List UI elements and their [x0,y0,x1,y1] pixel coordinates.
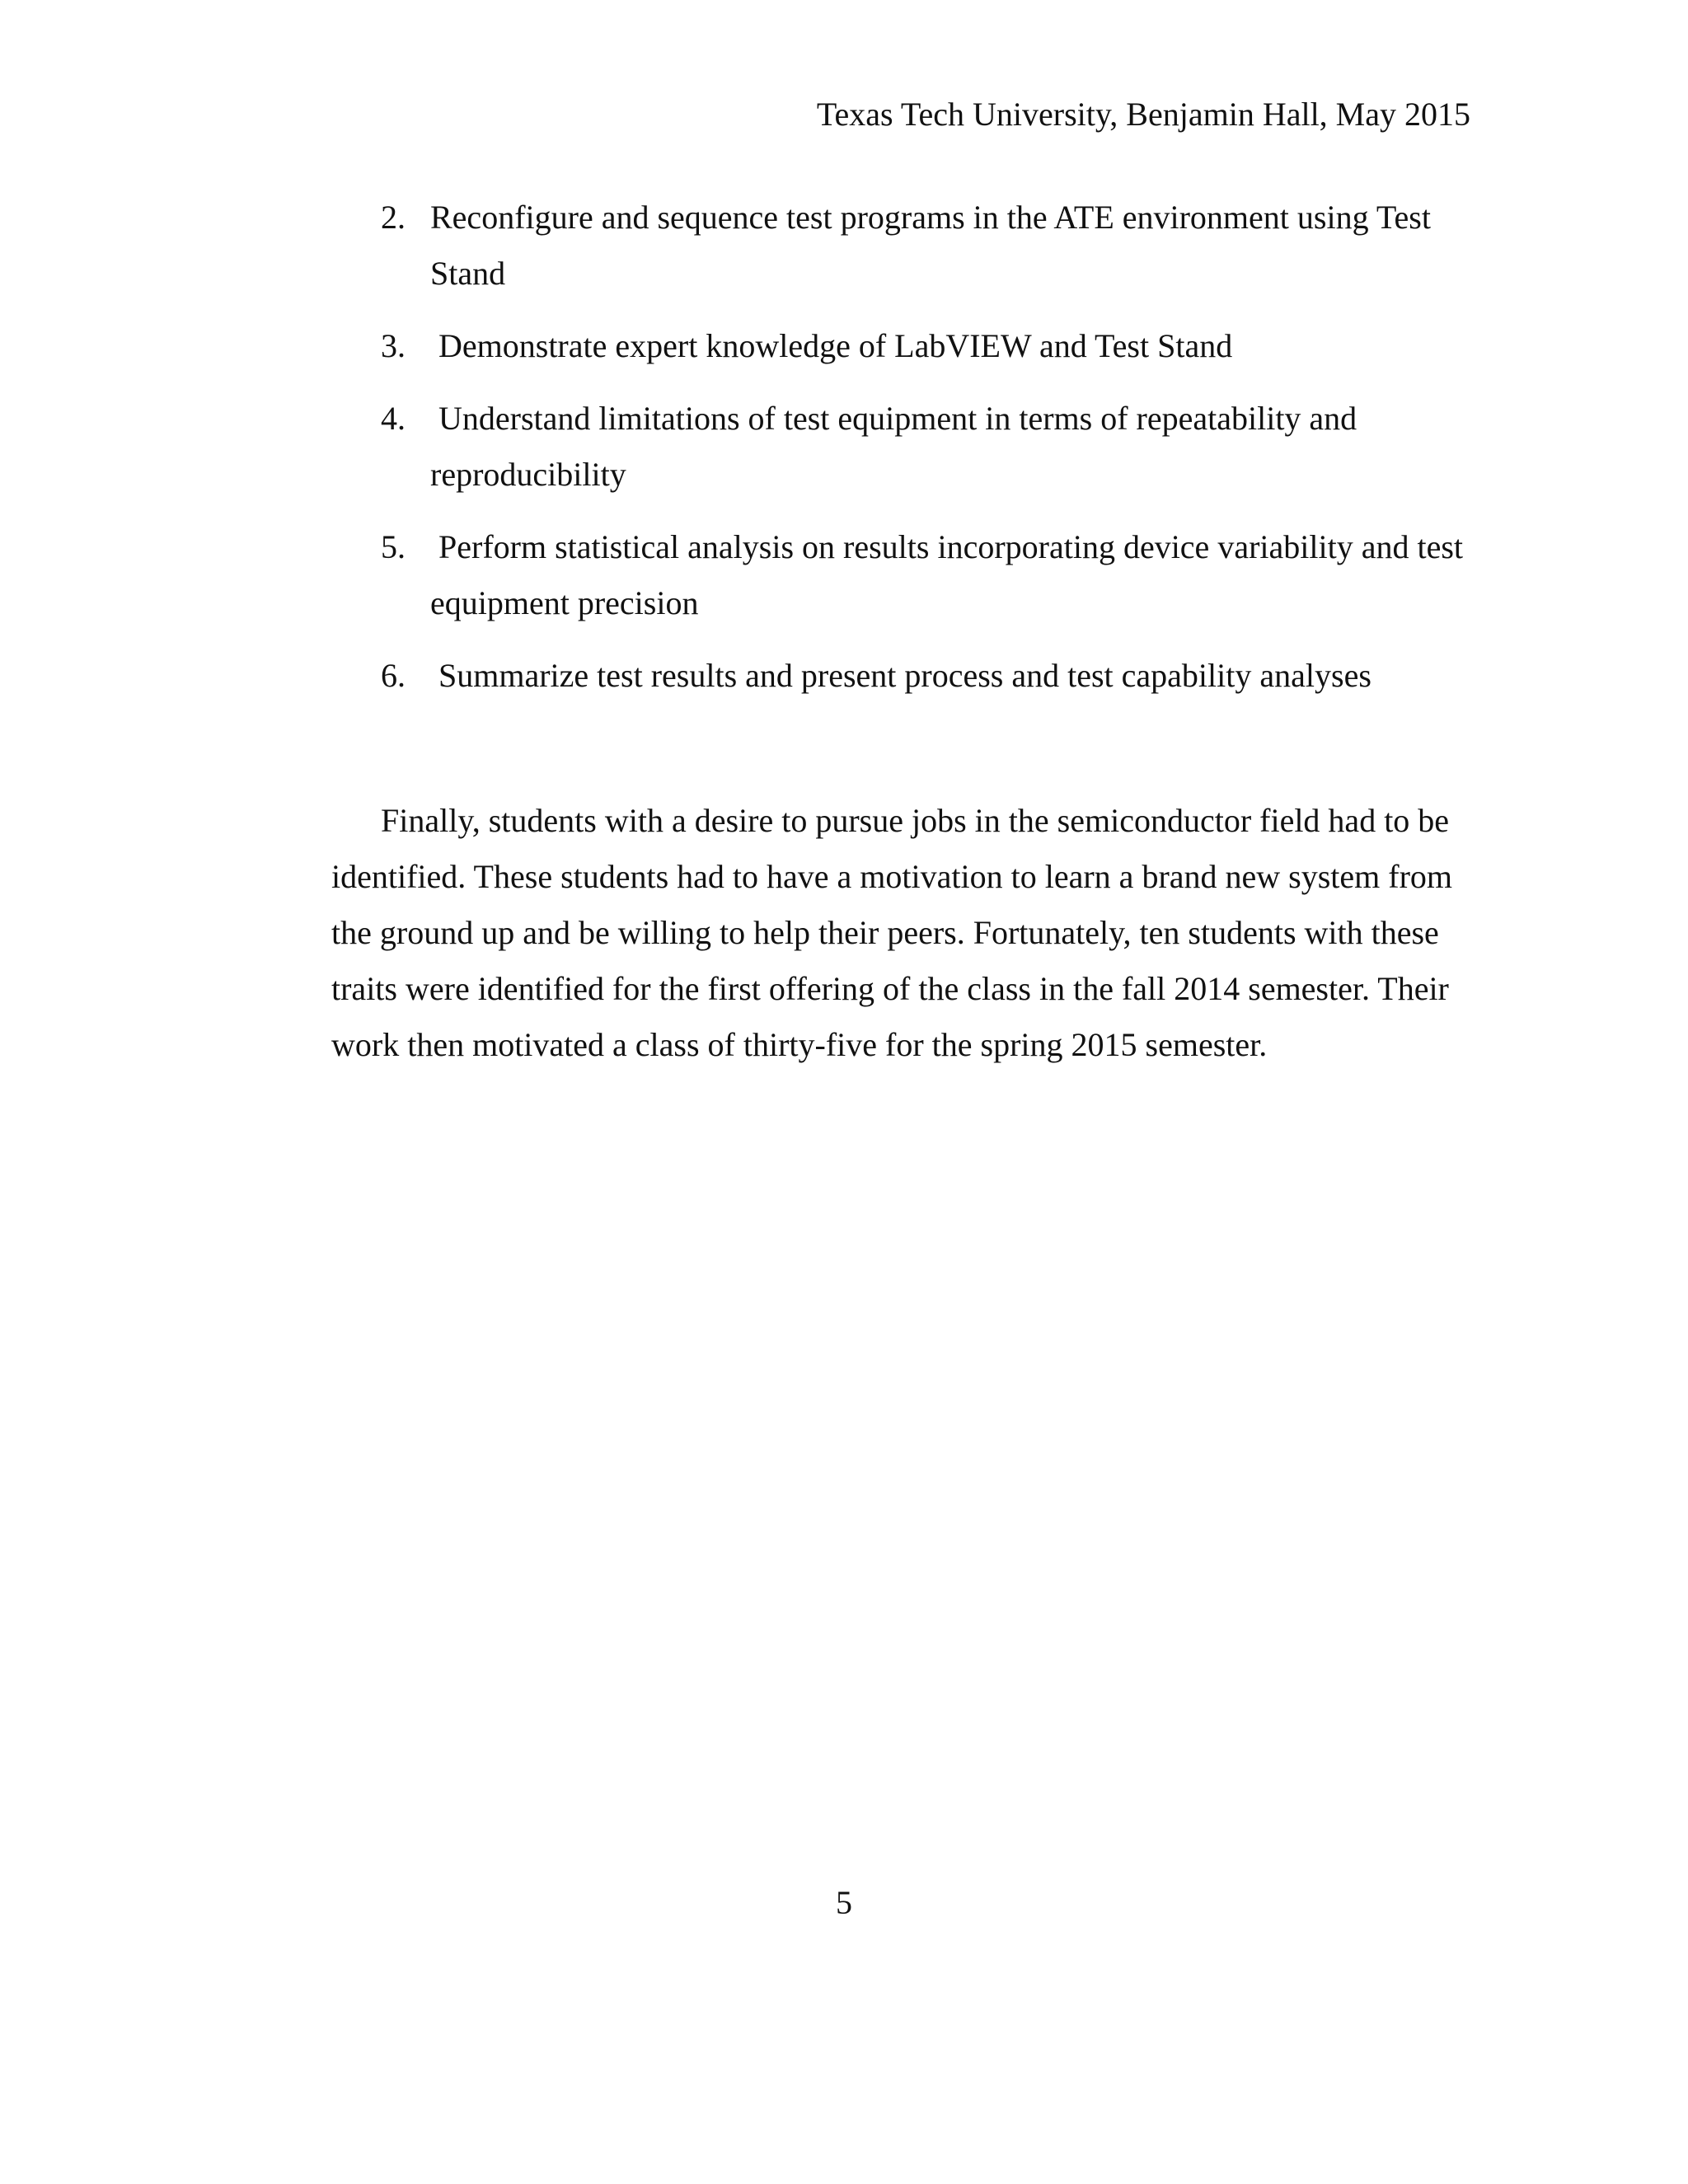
running-header: Texas Tech University, Benjamin Hall, May 2015 [816,96,1470,133]
objectives-list [331,190,1469,720]
body-paragraph: Finally, students with a desire to pursue jobs in the semiconductor field had to be identified. These students had to have a motivation to learn a brand new system from the ground up and be willing to help their peers. Fortunately, ten students with these traits were identified for the first offering of the class in the fall 2014 semester. Their work then motivated a class of thirty-five for the spring 2015 semester. [331,802,1453,1063]
list-item-text: Perform statistical analysis on results incorporating device variability and test equipment precision [430,528,1464,621]
list-item-number: 5. [381,528,406,565]
list-item [331,648,1469,704]
list-item [331,391,1469,503]
list-item-text: Demonstrate expert knowledge of LabVIEW and Test Stand [438,327,1233,364]
list-item [331,318,1469,374]
list-item-text: Summarize test results and present process and test capability analyses [438,657,1372,694]
list-item-number: 4. [381,400,406,437]
list-item [331,519,1469,631]
list-item-number: 2. [381,199,406,236]
page-number: 5 [836,1884,852,1921]
list-item-number: 3. [381,327,406,364]
list-item-number: 6. [381,657,406,694]
list-item-text: Reconfigure and sequence test programs in the ATE environment using Test Stand [430,199,1431,292]
list-item-text: Understand limitations of test equipment in terms of repeatability and reproducibility [430,400,1357,493]
list-item [331,190,1469,302]
